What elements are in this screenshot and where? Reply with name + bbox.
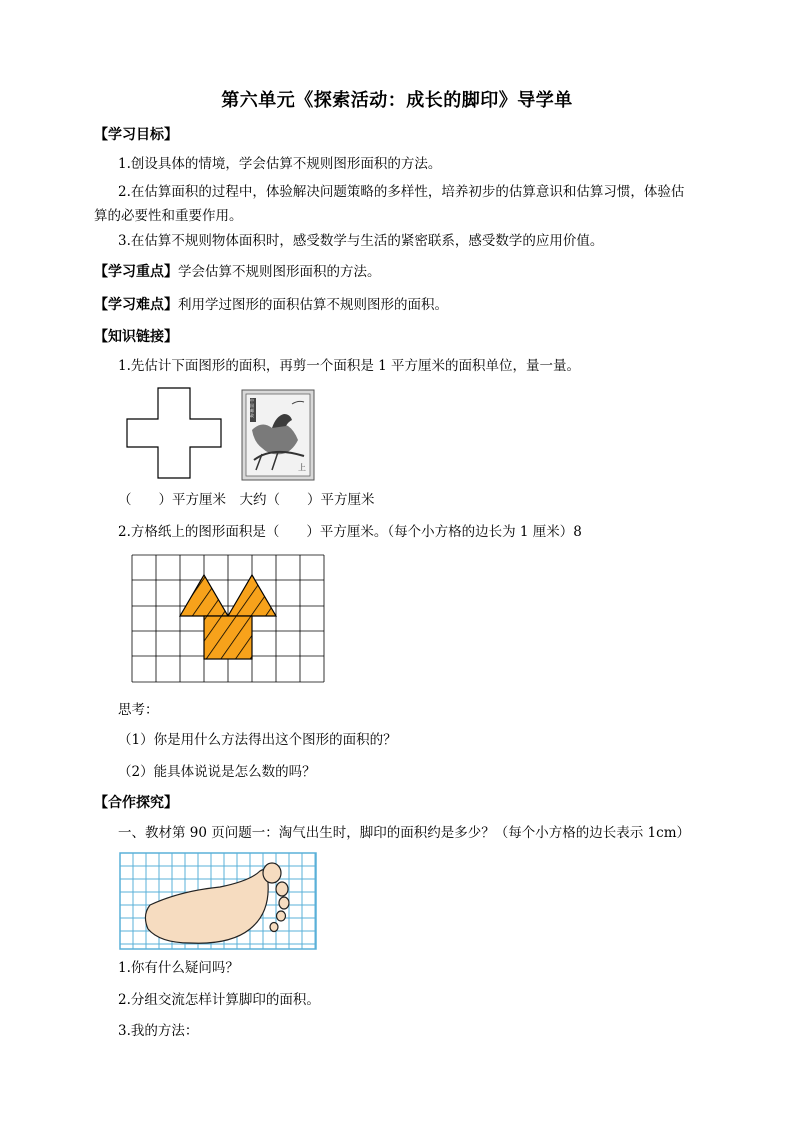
section-explore-heading: 【合作探究】 (94, 795, 178, 811)
goal-2: 2.在估算面积的过程中，体验解决问题策略的多样性，培养初步的估算意识和估算习惯，体验估 (118, 184, 685, 200)
page-title: 第六单元《探索活动：成长的脚印》导学单 (221, 90, 573, 111)
cross-shape (126, 387, 222, 479)
explore-item-2: 2.分组交流怎样计算脚印的面积。 (118, 992, 320, 1008)
explore-question: 一、教材第 90 页问题一：淘气出生时，脚印的面积约是多少？（每个小方格的边长表示 1cm） (118, 825, 691, 841)
question-1: 1.先估计下面图形的面积，再剪一个面积是 1 平方厘米的面积单位，量一量。 (118, 358, 581, 374)
goal-3: 3.在估算不规则物体面积时，感受数学与生活的紧密联系，感受数学的应用价值。 (118, 233, 604, 249)
key-point (94, 262, 381, 282)
stamp-label: 中国邮政 (250, 398, 254, 418)
section-difficulty-heading: 【学习难点】 (94, 297, 178, 313)
question-2: 2.方格纸上的图形面积是（ ）平方厘米。（每个小方格的边长为 1 厘米）8 (118, 524, 582, 540)
goal-1: 1.创设具体的情境，学会估算不规则图形面积的方法。 (118, 156, 442, 172)
goal-2-cont: 算的必要性和重要作用。 (94, 208, 243, 224)
difficulty-text: 利用学过图形的面积估算不规则图形的面积。 (178, 297, 448, 313)
question-1-answer: （ ）平方厘米 大约（ ）平方厘米 (118, 492, 375, 508)
explore-item-3: 3.我的方法： (118, 1023, 199, 1039)
think-label: 思考： (118, 702, 159, 718)
key-text: 学会估算不规则图形面积的方法。 (178, 264, 381, 280)
area-grid-figure (132, 555, 324, 682)
svg-text:上: 上 (298, 463, 306, 472)
think-question-2: （2）能具体说说是怎么数的吗？ (118, 764, 316, 780)
section-key-heading: 【学习重点】 (94, 264, 178, 280)
explore-item-1: 1.你有什么疑问吗？ (118, 960, 239, 976)
section-goals-heading: 【学习目标】 (94, 127, 178, 143)
section-link-heading: 【知识链接】 (94, 329, 178, 345)
difficulty-point (94, 295, 448, 315)
footprint-grid-figure (120, 853, 316, 949)
think-question-1: （1）你是用什么方法得出这个图形的面积的？ (118, 732, 397, 748)
